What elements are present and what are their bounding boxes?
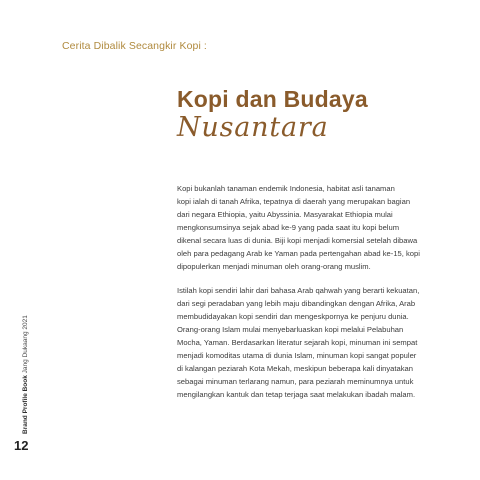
text-line: Mocha, Yaman. Berdasarkan literatur sejarah kopi, minuman ini sempat — [177, 338, 418, 347]
text-line: dari negara Ethiopia, yaitu Abyssinia. Masyarakat Ethiopia mulai — [177, 210, 393, 219]
text-line: kopi ialah di tanah Afrika, tepatnya di daerah yang merupakan bagian — [177, 197, 411, 206]
text-line: dikenal secara luas di dunia. Biji kopi menjadi komersial setelah dibawa — [177, 236, 418, 245]
text-line: Orang-orang Islam mulai menyebarluaskan kopi melalui Pelabuhan — [177, 325, 404, 334]
text-line: di kalangan peziarah Kota Mekah, meskipun beberapa kali dinyatakan — [177, 364, 413, 373]
paragraph-2 — [177, 284, 435, 401]
page-title-line2: Nusantara — [177, 112, 329, 143]
book-name: Brand Profile Book — [22, 375, 29, 434]
book-subtitle: Jang Dukaang 2021 — [22, 315, 29, 376]
side-caption — [22, 315, 29, 434]
section-subtitle: Cerita Dibalik Secangkir Kopi : — [62, 40, 207, 52]
text-line: dipopulerkan menjadi minuman oleh orang-orang muslim. — [177, 262, 371, 271]
text-line: mengkonsumsinya sejak abad ke-9 yang pada saat itu kopi belum — [177, 223, 400, 232]
text-line: membudidayakan kopi sendiri dan mengeskpornya ke penjuru dunia. — [177, 312, 409, 321]
text-line: sebagai minuman terlarang namun, para peziarah meminumnya untuk — [177, 377, 414, 386]
text-line: Istilah kopi sendiri lahir dari bahasa Arab qahwah yang berarti kekuatan, — [177, 286, 420, 295]
text-line: menjadi komoditas utama di dunia Islam, minuman kopi sangat populer — [177, 351, 417, 360]
text-line: oleh para pedagang Arab ke Yaman pada pertengahan abad ke-15, kopi — [177, 249, 420, 258]
paragraph-1 — [177, 182, 435, 273]
page-title-line1: Kopi dan Budaya — [177, 86, 368, 112]
text-line: mengilangkan kantuk dan tetap terjaga saat melakukan ibadah malam. — [177, 390, 416, 399]
text-line: dari segi peradaban yang lebih maju dibandingkan dengan Afrika, Arab — [177, 299, 416, 308]
text-line: Kopi bukanlah tanaman endemik Indonesia, habitat asli tanaman — [177, 184, 395, 193]
article-body — [177, 182, 435, 412]
page-number: 12 — [14, 438, 29, 453]
